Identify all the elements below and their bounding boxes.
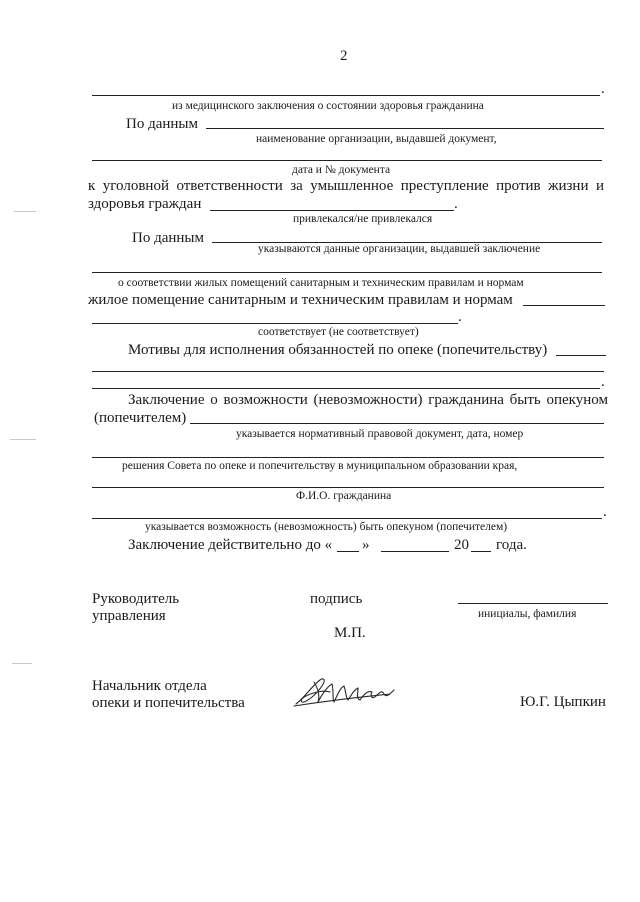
blank-line bbox=[523, 305, 605, 306]
stamp-label: М.П. bbox=[334, 625, 366, 641]
blank-line bbox=[206, 128, 604, 129]
blank-line bbox=[92, 371, 604, 372]
chief-title-line2: опеки и попечительства bbox=[92, 695, 245, 711]
housing-text: жилое помещение санитарным и техническим правилам и нормам bbox=[88, 292, 513, 308]
crime-text-line2: здоровья граждан bbox=[88, 196, 202, 212]
blank-line bbox=[210, 210, 454, 211]
caption-organization: наименование организации, выдавшей документ, bbox=[256, 133, 497, 145]
blank-line bbox=[92, 160, 602, 161]
blank-line bbox=[381, 551, 449, 552]
blank-line bbox=[92, 388, 600, 389]
line-end-period: . bbox=[601, 81, 605, 97]
blank-line bbox=[92, 272, 602, 273]
blank-line bbox=[92, 457, 604, 458]
caption-fio: Ф.И.О. гражданина bbox=[296, 490, 392, 502]
blank-line bbox=[471, 551, 491, 552]
blank-line bbox=[337, 551, 359, 552]
line-end-period: . bbox=[454, 196, 458, 212]
caption-date: дата и № документа bbox=[292, 164, 391, 176]
page-number: 2 bbox=[340, 48, 348, 64]
crime-text-line1: к уголовной ответственности за умышленное преступление против жизни и bbox=[88, 178, 604, 194]
line-end-period: . bbox=[603, 504, 607, 520]
conclusion-line1: Заключение о возможности (невозможности) гражданина быть опекуном bbox=[128, 392, 608, 408]
signature-label: подпись bbox=[310, 591, 363, 607]
chief-name: Ю.Г. Цыпкин bbox=[520, 694, 606, 710]
caption-housing: о соответствии жилых помещений санитарным и техническим правилам и нормам bbox=[118, 277, 524, 289]
caption-council: решения Совета по опеке и попечительству в муниципальном образовании края, bbox=[122, 460, 518, 472]
caption-normative: указывается нормативный правовой документ, дата, номер bbox=[236, 428, 524, 440]
line-end-period: . bbox=[601, 374, 605, 390]
scan-speck bbox=[14, 211, 36, 212]
blank-line bbox=[92, 518, 602, 519]
initials-label: инициалы, фамилия bbox=[478, 608, 577, 620]
scan-speck bbox=[10, 439, 36, 440]
caption-corresponds: соответствует (не соответствует) bbox=[258, 326, 419, 338]
blank-line bbox=[92, 95, 600, 96]
scan-speck bbox=[12, 663, 32, 664]
motives-text: Мотивы для исполнения обязанностей по опеке (попечительству) bbox=[128, 342, 548, 358]
caption-medical: из медицинского заключения о состоянии здоровья гражданина bbox=[172, 100, 484, 112]
chief-title-line1: Начальник отдела bbox=[92, 678, 207, 694]
validity-prefix: Заключение действительно до « bbox=[128, 537, 333, 553]
line-end-period: . bbox=[458, 309, 462, 325]
validity-year-prefix: 20 bbox=[454, 537, 469, 553]
blank-line bbox=[92, 323, 458, 324]
blank-line bbox=[92, 487, 604, 488]
caption-possibility: указывается возможность (невозможность) быть опекуном (попечителем) bbox=[145, 521, 508, 533]
caption-organization-2: указываются данные организации, выдавшей заключение bbox=[258, 243, 541, 255]
head-title-line1: Руководитель bbox=[92, 591, 180, 607]
po-dannym-label: По данным bbox=[126, 116, 198, 132]
caption-prived: привлекался/не привлекался bbox=[293, 213, 433, 225]
validity-close-quote: » bbox=[362, 537, 370, 553]
handwritten-signature bbox=[290, 672, 400, 712]
conclusion-line2: (попечителем) bbox=[94, 410, 187, 426]
blank-line bbox=[458, 603, 608, 604]
blank-line bbox=[556, 355, 606, 356]
validity-suffix: года. bbox=[496, 537, 527, 553]
head-title-line2: управления bbox=[92, 608, 166, 624]
po-dannym-label: По данным bbox=[132, 230, 204, 246]
blank-line bbox=[190, 423, 604, 424]
